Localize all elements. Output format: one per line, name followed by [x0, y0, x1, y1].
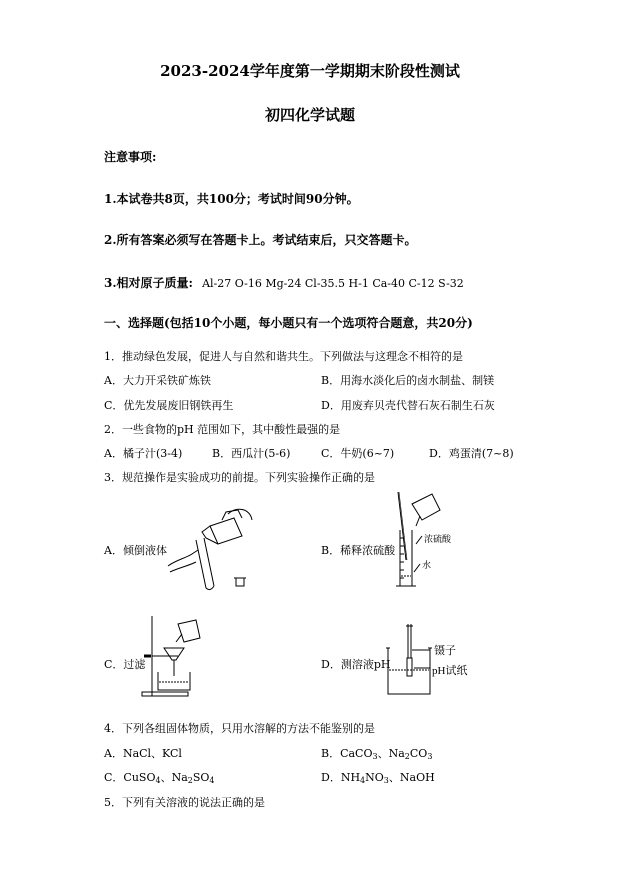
q1-option-c: C．优先发展废旧钢铁再生	[104, 399, 234, 412]
conc-acid-label: 浓硫酸	[424, 534, 452, 544]
q4-c-sub2: 2	[187, 776, 193, 785]
q4-d-part1: D．NH	[321, 771, 361, 784]
q4-c-part3: SO	[192, 771, 210, 784]
q2-stem: 2．一些食物的pH 范围如下，其中酸性最强的是	[104, 423, 341, 436]
q4-b-sub3: 3	[372, 752, 378, 761]
q3-option-c: C．过滤	[104, 658, 146, 671]
q4-d-part3: 、NaOH	[388, 771, 435, 784]
q4-b-part3: CO	[409, 747, 428, 760]
q4-c-part1: C．CuSO	[104, 771, 156, 784]
atomic-mass-values: Al-27 O-16 Mg-24 Cl-35.5 H-1 Ca-40 C-12 S-32	[202, 277, 464, 290]
q4-b-part2: 、Na	[377, 747, 405, 760]
q4-option-c	[104, 769, 215, 785]
q4-c-part2: 、Na	[160, 771, 188, 784]
pouring-liquid-figure	[164, 506, 256, 592]
notice-heading: 注意事项:	[104, 150, 157, 164]
q1-option-b: B．用海水淡化后的卤水制盐、制镁	[321, 374, 495, 387]
filtration-figure	[138, 612, 208, 700]
q4-option-d	[321, 769, 435, 785]
notice-item-3-label: 3.相对原子质量:	[104, 276, 193, 290]
q5-stem: 5．下列有关溶液的说法正确的是	[104, 796, 265, 809]
section-1-heading: 一、选择题(包括10个小题，每小题只有一个选项符合题意，共20分)	[104, 316, 473, 330]
q4-b-sub3b: 3	[427, 752, 433, 761]
q3-option-d: D．测溶液pH	[321, 658, 391, 671]
q4-b-part1: B．CaCO	[321, 747, 373, 760]
q2-option-d: D．鸡蛋清(7~8)	[429, 447, 514, 460]
notice-item-1: 1.本试卷共8页，共100分；考试时间90分钟。	[104, 192, 359, 206]
q2-option-b: B．西瓜汁(5-6)	[212, 447, 291, 460]
tweezers-label: 镊子	[434, 645, 456, 657]
ph-paper-label: pH试纸	[432, 665, 468, 677]
q1-option-d: D．用废弃贝壳代替石灰石制生石灰	[321, 399, 495, 412]
ph-test-figure	[380, 622, 490, 698]
notice-item-2: 2.所有答案必须写在答题卡上。考试结束后，只交答题卡。	[104, 233, 417, 247]
q4-d-part2: NO	[365, 771, 384, 784]
q4-d-sub3: 3	[383, 776, 389, 785]
q1-option-a: A．大力开采铁矿炼铁	[104, 374, 211, 387]
exam-subtitle: 初四化学试题	[264, 106, 355, 124]
q4-option-b	[321, 745, 432, 761]
q1-stem: 1．推动绿色发展，促进人与自然和谐共生。下列做法与这理念不相符的是	[104, 350, 463, 363]
q4-stem: 4．下列各组固体物质，只用水溶解的方法不能鉴别的是	[104, 722, 375, 735]
q4-option-a: A．NaCl、KCl	[104, 747, 182, 760]
water-label: 水	[422, 560, 432, 570]
q4-c-sub4: 4	[155, 776, 161, 785]
q4-d-sub4: 4	[360, 776, 366, 785]
notice-item-3	[104, 272, 464, 291]
q3-option-a: A．倾倒液体	[104, 544, 167, 557]
q4-c-sub4b: 4	[209, 776, 215, 785]
q4-b-sub2: 2	[404, 752, 410, 761]
q3-stem: 3．规范操作是实验成功的前提。下列实验操作正确的是	[104, 471, 375, 484]
exam-title: 2023-2024学年度第一学期期末阶段性测试	[160, 62, 460, 80]
q2-option-a: A．橘子汁(3-4)	[104, 447, 183, 460]
q2-option-c: C．牛奶(6~7)	[321, 447, 395, 460]
dilute-acid-figure	[392, 490, 462, 590]
q3-option-b: B．稀释浓硫酸	[321, 544, 396, 557]
